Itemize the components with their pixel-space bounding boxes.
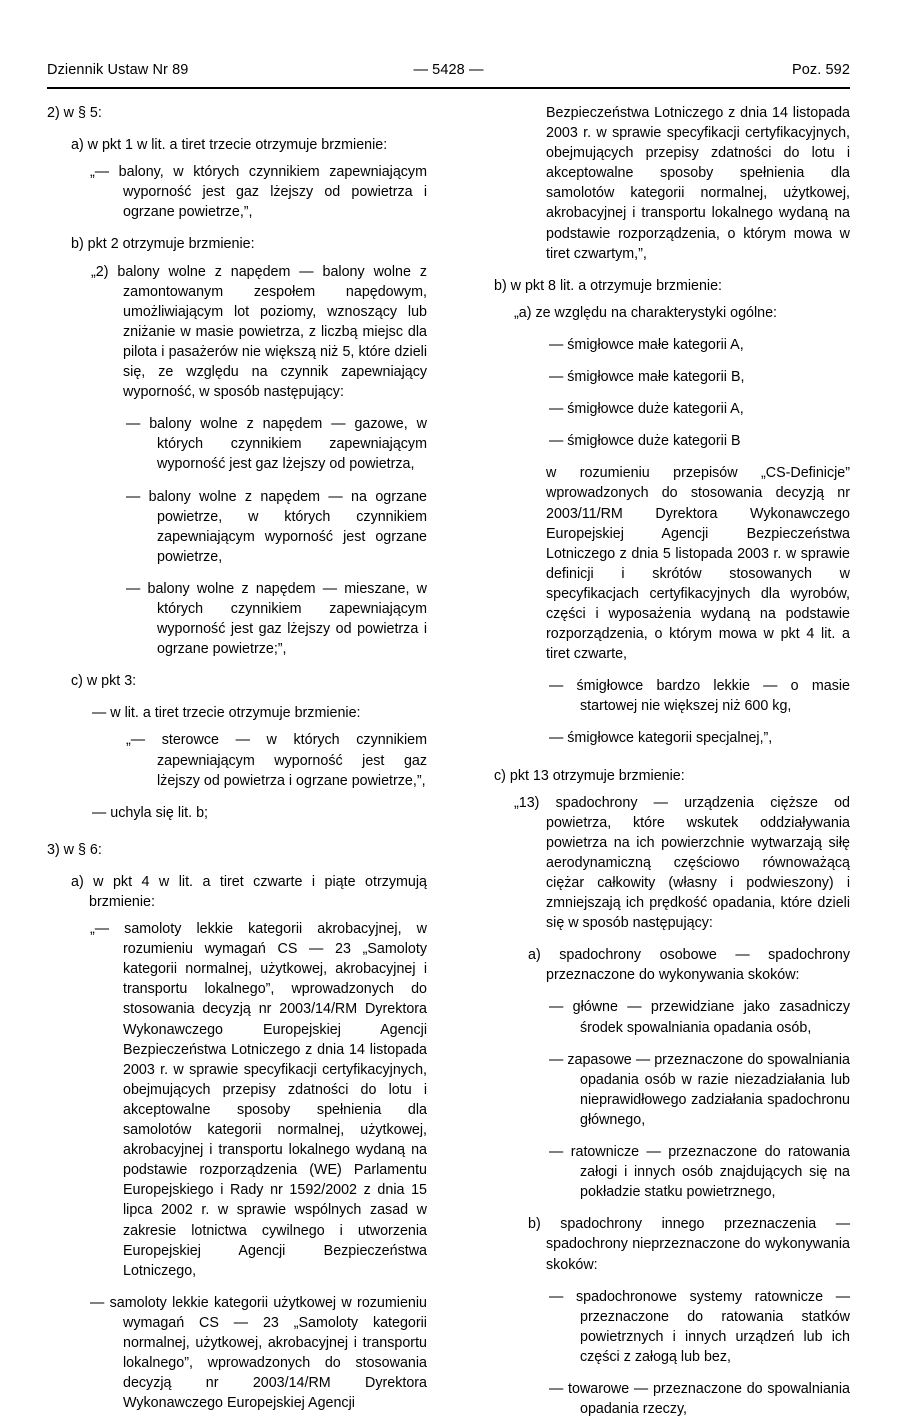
list-item: — towarowe — przeznaczone do spowalniania opadania rzeczy,	[549, 1380, 850, 1418]
list-item: — śmigłowce bardzo lekkie — o masie startowej nie większej niż 600 kg,	[549, 678, 850, 715]
list-item: — śmigłowce małe kategorii A,	[549, 336, 744, 353]
list-item: — główne — przewidziane jako zasadniczy środek spowalniania opadania osób,	[549, 999, 850, 1036]
list-item: Bezpieczeństwa Lotniczego z dnia 14 listopada 2003 r. w sprawie specyfikacji certyfikacyjnych, obejmujących przepisy zdatności do lotu i akceptowalne sposoby spełnienia dla samolotów kategorii normalnej, użytkowej, akrobacyjnej i transportu lokalnego wydaną na podstawie rozporządzenia, o którym mowa w tiret czwartym,”,	[546, 105, 850, 262]
list-item: a) w pkt 4 w lit. a tiret czwarte i piąte otrzymują brzmienie:	[71, 873, 427, 910]
list-item: „— balony, w których czynnikiem zapewniającym wyporność jest gaz lżejszy od powietrza i ogrzane powietrze,”,	[90, 164, 427, 221]
list-item: „a) ze względu na charakterystyki ogólne:	[514, 304, 778, 321]
list-item: b) spadochrony innego przeznaczenia — spadochrony nieprzeznaczone do wykonywania skoków:	[528, 1216, 850, 1273]
list-item: b) w pkt 8 lit. a otrzymuje brzmienie:	[494, 277, 723, 294]
journal-title: Dziennik Ustaw Nr 89	[47, 62, 189, 78]
list-item: c) w pkt 3:	[71, 673, 137, 690]
header-rule	[47, 87, 850, 89]
list-item: „— samoloty lekkie kategorii akrobacyjnej, w rozumieniu wymagań CS — 23 „Samoloty kategorii normalnej, użytkowej, akrobacyjnej i transportu lokalnego”, wprowadzonych do stosowania decyzją nr 2003/14/RM Dyrektora Wykonawczego Europejskiej Agencji Bezpieczeństwa Lotniczego z dnia 14 listopada 2003 r. w sprawie specyfikacji certyfikacyjnych, obejmujących przepisy zdatności do lotu i akceptowalne sposoby spełnienia dla samolotów kategorii normalnej, użytkowej, akrobacyjnej i transportu lokalnego wydaną na podstawie rozporządzenia (WE) Parlamentu Europejskiego i Rady nr 1592/2002 z dnia 15 lipca 2002 r. w sprawie wspólnych zasad w zakresie lotnictwa cywilnego i utworzenia Europejskiej Agencji Bezpieczeństwa Lotniczego,	[90, 921, 427, 1279]
running-head	[47, 62, 850, 84]
list-item: „13) spadochrony — urządzenia cięższe od powietrza, które wskutek oddziaływania powietrza na ich powierzchnie wytwarzają siłę aerodynamiczną częściowo równoważącą ciężar całkowity (własny i podwieszony) i zmniejszają ich prędkość opadania, które dzieli się w sposób następujący:	[514, 794, 850, 932]
list-item: — śmigłowce kategorii specjalnej,”,	[549, 730, 773, 747]
left-column	[47, 103, 427, 1413]
list-item: — samoloty lekkie kategorii użytkowej w rozumieniu wymagań CS — 23 „Samoloty kategorii normalnej, użytkowej, akrobacyjnej i transportu lokalnego”, wprowadzonych do stosowania decyzją nr 2003/14/RM Dyrektora Wykonawczego Europejskiej Agencji	[90, 1294, 427, 1412]
list-item: „— sterowce — w których czynnikiem zapewniającym wyporność jest gaz lżejszy od powietrza i ogrzane powietrze,”,	[126, 732, 427, 789]
list-item: — w lit. a tiret trzecie otrzymuje brzmienie:	[92, 705, 361, 722]
right-column	[470, 103, 850, 1419]
item-reference: Poz. 592	[791, 62, 850, 78]
list-item: w rozumieniu przepisów „CS-Definicje” wprowadzonych do stosowania decyzją nr 2003/11/RM Dyrektora Wykonawczego Europejskiej Agencji Bezpieczeństwa Lotniczego z dnia 5 listopada 2003 r. w sprawie definicji i skrótów stosowanych w specyfikacjach certyfikacyjnych dla wyrobów, części i wyposażenia wydaną na podstawie rozporządzenia, o którym mowa w pkt 4 lit. a tiret czwarte,	[546, 465, 850, 663]
list-item: — balony wolne z napędem — na ogrzane powietrze, w których czynnikiem zapewniającym wyporność jest ogrzane powietrze,	[126, 488, 427, 565]
body-columns	[47, 103, 850, 1418]
list-item: — zapasowe — przeznaczone do spowalniania opadania osób w razie niezadziałania lub nieprawidłowego zadziałania spadochronu głównego,	[549, 1051, 850, 1128]
list-item: — śmigłowce duże kategorii B	[549, 433, 741, 450]
list-item: — ratownicze — przeznaczone do ratowania załogi i innych osób znajdujących się na pokładzie statku powietrznego,	[549, 1144, 850, 1201]
list-item: — balony wolne z napędem — mieszane, w których czynnikiem zapewniającym wyporność jest gaz lżejszy od powietrza i ogrzane powietrze;”,	[126, 580, 427, 658]
list-item: — spadochronowe systemy ratownicze — przeznaczone do ratowania statków powietrznych i innych urządzeń lub ich części z załogą lub bez,	[549, 1288, 850, 1365]
list-item: a) w pkt 1 w lit. a tiret trzecie otrzymuje brzmienie:	[71, 137, 388, 154]
list-item: b) pkt 2 otrzymuje brzmienie:	[71, 236, 255, 253]
list-item: — śmigłowce duże kategorii A,	[549, 401, 744, 418]
list-item: 3) w § 6:	[47, 841, 102, 858]
list-item: „2) balony wolne z napędem — balony wolne z zamontowanym zespołem napędowym, umożliwiającym lot poziomy, wznoszący lub zniżanie w masie powietrza, z liczbą miejsc dla pilota i pasażerów nie większą niż 5, które dzieli się, ze względu na czynnik zapewniający wyporność, w sposób następujący:	[91, 263, 427, 401]
list-item: — uchyla się lit. b;	[92, 804, 209, 821]
list-item: c) pkt 13 otrzymuje brzmienie:	[494, 767, 685, 784]
list-item: 2) w § 5:	[47, 105, 102, 121]
list-item: a) spadochrony osobowe — spadochrony przeznaczone do wykonywania skoków:	[528, 947, 850, 984]
list-item: — balony wolne z napędem — gazowe, w których czynnikiem zapewniającym wyporność jest gaz lżejszy od powietrza,	[126, 416, 427, 473]
page-number: — 5428 —	[413, 62, 484, 78]
list-item: — śmigłowce małe kategorii B,	[549, 369, 745, 386]
